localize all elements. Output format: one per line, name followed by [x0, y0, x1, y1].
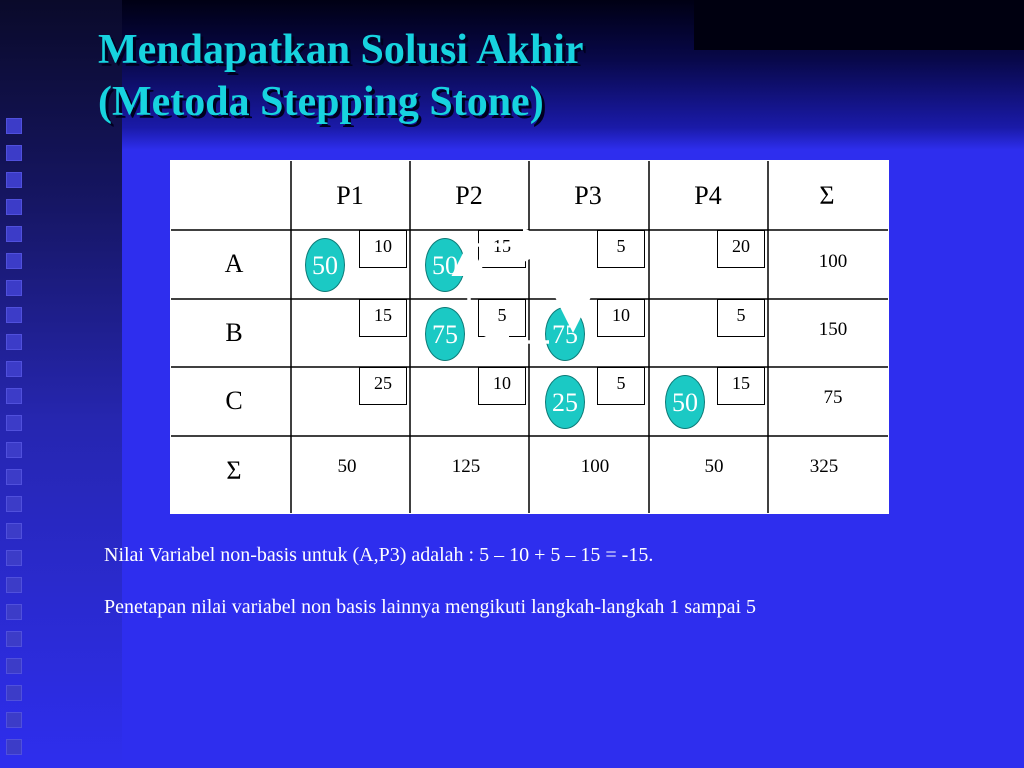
cost-b-p4: 5 [717, 299, 765, 337]
grand-total: 325 [809, 456, 839, 477]
stepping-stone-path [171, 161, 888, 513]
alloc-c-p3: 25 [545, 375, 585, 429]
top-right-dark-block [694, 0, 1024, 50]
row-label-b: B [225, 318, 243, 347]
title-line-2: (Metoda Stepping Stone) [98, 79, 544, 125]
demand-p2: 125 [451, 456, 481, 477]
header-p3: P3 [574, 181, 602, 210]
alloc-b-p3: 75 [545, 307, 585, 361]
header-p4: P4 [694, 181, 722, 210]
cost-c-p3: 5 [597, 367, 645, 405]
demand-p3: 100 [580, 456, 610, 477]
alloc-a-p2: 50 [425, 238, 465, 292]
cost-a-p2: 15 [478, 230, 526, 268]
demand-p1: 50 [337, 456, 357, 477]
alloc-c-p4: 50 [665, 375, 705, 429]
alloc-a-p1: 50 [305, 238, 345, 292]
row-label-c: C [225, 386, 243, 415]
slide-title [98, 24, 584, 128]
alloc-b-p2: 75 [425, 307, 465, 361]
cost-a-p3: 5 [597, 230, 645, 268]
note-next-steps: Penetapan nilai variabel non basis lainnya mengikuti langkah-langkah 1 sampai 5 [104, 596, 757, 618]
row-label-a: A [224, 249, 244, 278]
title-line-1: Mendapatkan Solusi Akhir [98, 27, 584, 73]
cost-b-p2: 5 [478, 299, 526, 337]
cost-c-p1: 25 [359, 367, 407, 405]
transportation-table [170, 160, 889, 514]
supply-b: 150 [818, 319, 848, 340]
cost-b-p1: 15 [359, 299, 407, 337]
row-label-total: Σ [226, 456, 242, 485]
cost-a-p4: 20 [717, 230, 765, 268]
supply-c: 75 [823, 387, 843, 408]
cost-c-p4: 15 [717, 367, 765, 405]
decorative-squares [6, 118, 28, 766]
header-p2: P2 [455, 181, 483, 210]
header-p1: P1 [336, 181, 364, 210]
demand-p4: 50 [704, 456, 724, 477]
supply-a: 100 [818, 251, 848, 272]
note-nonbasis-value: Nilai Variabel non-basis untuk (A,P3) adalah : 5 – 10 + 5 – 15 = -15. [104, 544, 654, 566]
header-sum: Σ [819, 181, 835, 210]
cost-b-p3: 10 [597, 299, 645, 337]
cost-a-p1: 10 [359, 230, 407, 268]
cost-c-p2: 10 [478, 367, 526, 405]
